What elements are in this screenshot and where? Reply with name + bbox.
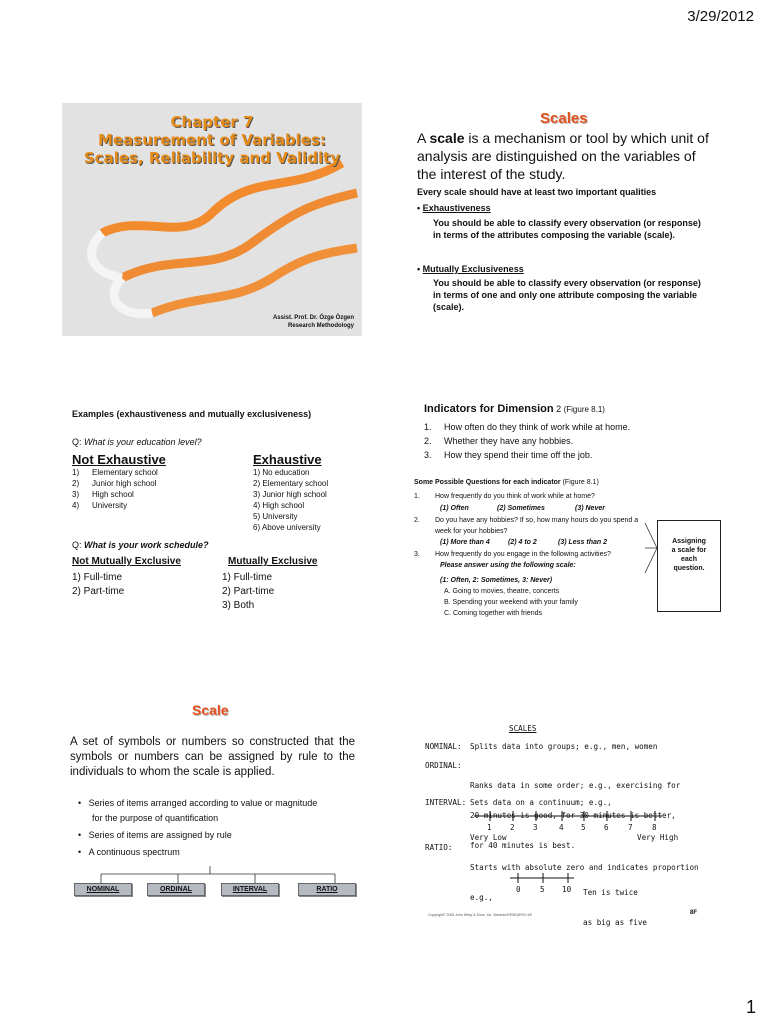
question-text: Do you have any hobbies? If so, how many hours do you spend a week for your hobbies?	[435, 517, 639, 535]
question-text: What is your education level?	[84, 437, 202, 447]
text-line: e.g.,	[470, 893, 493, 902]
list-item: 1) Full-time	[72, 572, 123, 583]
text-line: Ten is twice	[583, 888, 638, 897]
title-line: Scales, Reliability and Validity	[83, 149, 341, 167]
title-line: Measurement of Variables:	[98, 131, 326, 149]
not-exhaustive-heading: Not Exhaustive	[72, 452, 166, 467]
possible-questions-heading	[414, 479, 599, 486]
qualities-subhead: Every scale should have at least two important qualities	[417, 187, 657, 197]
tick-label: 7	[628, 823, 633, 832]
interval-text: Sets data on a continuum; e.g.,	[470, 798, 612, 807]
list-item: 4) High school	[253, 501, 305, 510]
copyright-notice: Copyright© 2005 John Wiley & Sons, Inc. Sekaran/RESEARCH 4E	[428, 913, 532, 917]
ratio-label: RATIO:	[425, 843, 453, 852]
tick-label: 0	[516, 885, 521, 894]
list-item: 1) No education	[253, 468, 310, 477]
tick-label: 6	[604, 823, 609, 832]
text-line: 20 minutes is good, for 30 minutes is better,	[470, 811, 676, 820]
slide-5-title: Scale	[192, 702, 229, 718]
question-prefix: Q:	[72, 540, 85, 550]
not-mutually-exclusive-list	[72, 571, 124, 599]
quality-bullet-1: • Exhaustiveness	[417, 203, 491, 213]
bullet-item: • Series of items are assigned by rule	[78, 830, 232, 840]
list-item: 3) Both	[222, 600, 255, 611]
ratio-note	[583, 868, 647, 938]
very-low-label: Very Low	[470, 833, 507, 842]
very-high-label: Very High	[637, 833, 679, 842]
list-item: 2) Elementary school	[253, 479, 329, 488]
quality-label: Exhaustiveness	[422, 203, 491, 213]
text-line: as big as five	[583, 918, 648, 927]
indicators-title	[424, 403, 605, 415]
text-line: Ranks data in some order; e.g., exercising for	[470, 781, 681, 790]
list-item: 2) Part-time	[72, 586, 125, 597]
nominal-label: NOMINAL:	[425, 742, 462, 751]
list-item: 3. How they spend their time off the job.	[424, 450, 593, 460]
tick-label: 3	[533, 823, 538, 832]
box-line: question.	[673, 565, 705, 572]
scales-title: SCALES	[509, 724, 537, 733]
bullet-item: • Series of items arranged according to value or magnitude for the purpose of quantification	[78, 798, 318, 823]
activity-list	[444, 586, 578, 619]
definition-keyword: scale	[429, 130, 465, 146]
nominal-button: NOMINAL	[74, 883, 132, 896]
box-line: Assigning	[672, 538, 706, 545]
definition-text: is a mechanism or tool by which unit of analysis are distinguished on the variables of the interest of the study.	[417, 130, 709, 182]
tick-label: 5	[581, 823, 586, 832]
definition-prefix: A	[417, 130, 430, 146]
interval-label: INTERVAL:	[425, 798, 467, 807]
mutually-exclusive-heading: Mutually Exclusive	[228, 556, 318, 567]
title-figure: (Figure 8.1)	[563, 405, 605, 414]
heading-text: Some Possible Questions for each indicator	[414, 479, 561, 486]
indicator-list	[424, 420, 684, 462]
author-name: Assist. Prof. Dr. Özge Özgen	[272, 315, 354, 321]
question-2	[72, 540, 209, 550]
list-item: 5) University	[253, 512, 298, 521]
list-item: B. Spending your weekend with your family	[444, 599, 578, 606]
scale-instruction: Please answer using the following scale:	[440, 562, 576, 569]
list-item: 1) Full-time	[222, 572, 273, 583]
assigning-scale-box	[657, 520, 721, 612]
list-item: 6) Above university	[253, 523, 321, 532]
question-prefix: Q:	[72, 437, 85, 447]
list-item: C. Coming together with friends	[444, 610, 543, 617]
text-line: for 40 minutes is best.	[470, 841, 576, 850]
tick-label: 1	[487, 823, 492, 832]
question-text: How frequently do you think of work while at home?	[435, 493, 595, 500]
question-text: What is your work schedule?	[84, 540, 209, 550]
box-line: each	[681, 556, 697, 563]
slide-1-title	[62, 103, 362, 336]
list-item: 2) Part-time	[222, 586, 275, 597]
question-number: 3.	[414, 551, 420, 558]
tick-label: 4	[559, 823, 564, 832]
not-exhaustive-list: 1) Elementary school 2) Junior high school 3) High school 4) University	[72, 468, 158, 510]
title-line: Chapter 7	[170, 113, 254, 131]
tick-label: 2	[510, 823, 515, 832]
ratio-button: RATIO	[298, 883, 356, 896]
interval-button: INTERVAL	[221, 883, 279, 896]
scale-legend: (1: Often, 2: Sometimes, 3: Never)	[440, 577, 553, 584]
scale-definition	[417, 129, 717, 183]
box-line: a scale for	[671, 547, 707, 554]
tree-connector	[95, 864, 355, 884]
mutually-exclusive-list	[222, 571, 274, 613]
exhaustive-list	[253, 467, 328, 533]
examples-heading: Examples (exhaustiveness and mutually exclusiveness)	[72, 409, 312, 419]
slide-2-title: Scales	[540, 110, 588, 127]
tick-label: 5	[540, 885, 545, 894]
ordinal-label: ORDINAL:	[425, 761, 462, 770]
ratio-number-line	[508, 871, 578, 885]
print-date: 3/29/2012	[687, 8, 754, 25]
bullet-item: • A continuous spectrum	[78, 847, 180, 857]
scale-definition-2: A set of symbols or numbers so constructed that the symbols or numbers can be assigned by rule to the individuals to whom the scale is applied.	[70, 736, 355, 778]
quality-bullet-2: • Mutually Exclusiveness	[417, 264, 524, 274]
question-text: How frequently do you engage in the following activities?	[435, 551, 611, 558]
answer-options: (1) More than 4 (2) 4 to 2 (3) Less than 2	[440, 539, 608, 546]
scale-bullets	[78, 796, 318, 860]
list-item: 2. Whether they have any hobbies.	[424, 436, 574, 446]
list-item: 3) Junior high school	[253, 490, 327, 499]
author-block	[273, 314, 354, 330]
title-number: 2	[553, 404, 564, 414]
question-1	[72, 437, 202, 447]
quality-text-1: You should be able to classify every observation (or response) in terms of the attributes composing the variable (scale).	[433, 218, 701, 240]
slide-code: 8F	[690, 910, 698, 916]
question-number: 1.	[414, 493, 420, 500]
quality-label: Mutually Exclusiveness	[422, 264, 524, 274]
text-line: Starts with absolute zero and indicates proportion	[470, 863, 699, 872]
page-number: 1	[745, 997, 756, 1017]
tick-label: 10	[562, 885, 572, 894]
not-mutually-exclusive-heading: Not Mutually Exclusive	[72, 556, 181, 567]
question-number: 2.	[414, 517, 420, 524]
list-item: A. Going to movies, theatre, concerts	[444, 588, 560, 595]
exhaustive-heading: Exhaustive	[253, 452, 322, 467]
list-item: 1. How often do they think of work while at home.	[424, 422, 631, 432]
ordinal-button: ORDINAL	[147, 883, 205, 896]
quality-text-2: You should be able to classify every observation (or response) in terms of one and only one attribute composing the variable (scale).	[433, 278, 701, 312]
course-name: Research Methodology	[287, 323, 354, 329]
nominal-text: Splits data into groups; e.g., men, women	[470, 742, 658, 751]
heading-figure: (Figure 8.1)	[560, 479, 599, 486]
answer-options: (1) Often (2) Sometimes (3) Never	[440, 505, 605, 512]
tick-label: 8	[652, 823, 657, 832]
slide-1-heading	[62, 113, 362, 167]
interval-number-line	[470, 809, 670, 823]
title-text: Indicators for Dimension	[424, 403, 554, 415]
